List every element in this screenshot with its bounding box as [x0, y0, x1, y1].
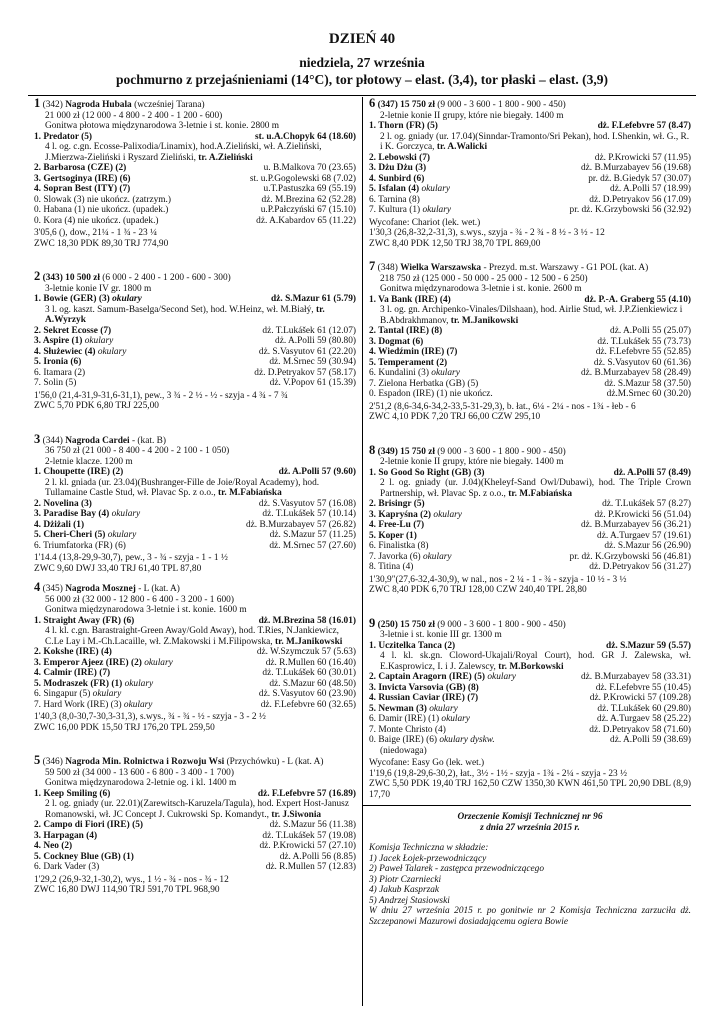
race-number: 6	[369, 96, 376, 110]
race-5: 5 (346) Nagroda Min. Rolnictwa i Rozwoju Wsi (Przychówku) - L (kat. A) 59 500 zł (34 000 - 13 600 - 6 800 - 3 400 - 1 700) Gonitwa międzynarodowa 2-letnie og. i kl. 1400 m 1. Keep Smiling (6) dż. F.Lefebvre 57 (16.89) 2 l. og. gniady (ur. 22.01)(Zarewitsch-Karuzela/Tagula), hod. Expert Host-Janusz Romanowski, wł. JC Concept J. Cukrowski Sp. Komandyt., tr. J.Siwonia 2. Campo di Fiori (IRE) (5) dż. S.Mazur 56 (11.38) 3. Harpagan (4) dż. T.Lukášek 57 (19.08) 4. Neo (2) dż. P.Krowicki 57 (27.10) 5. Cockney Blue (GB) (1) dż. A.Polli 56 (8.85) 6. Dark Vader (3) dż. R.Mullen 57 (12.83) 1'29,2 (26,9-32,1-30,2), wys., 1 ½ - ¾ - nos - ¾ - 12 ZWC 16,80 DWJ 114,90 TRJ 591,70 TPL 968,90	[34, 753, 356, 895]
placing-row: 6. Kundalini (3) okulary dż. B.Murzabayev 58 (28.49)	[369, 368, 691, 378]
placing-row: 0. Kora (4) nie ukończ. (upadek.) dż. A.Kabardov 65 (11.22)	[34, 215, 356, 226]
placing-row: 5. Temperament (2) dż. S.Vasyutov 60 (61.36)	[369, 357, 691, 368]
race-result-time: 1'56,0 (21,4-31,9-31,6-31,1), pew., 3 ¾ - 2 ½ - ½ - szyja - 4 ¾ - 7 ¾	[34, 390, 288, 401]
winner-row: 1. Uczitelka Tanca (2) dż. S.Mazur 59 (5.57)	[369, 640, 691, 651]
race-result-time: 1'30,9"(27,6-32,4-30,9), w nal., nos - 2 ¼ - 1 - ¾ - szyja - 10 ½ - 3 ½	[369, 574, 627, 585]
race-1: 1 (342) Nagroda Hubala (wcześniej Tarana) 21 000 zł (12 000 - 4 800 - 2 400 - 1 200 - 600) Gonitwa płotowa międzynarodowa 3-letnie i st. konie. 2800 m 1. Predator (5) st. u.A.Chopyk 64 (18.60) 4 l. og. c.gn. Ecosse-Palixodia/Linamix), hod.A.Zieliński, wł. A.Zieliński, J.Mierzwa-Zieliński i Ryszard Zieliński, tr. A.Zieliński 2. Barbarosa (CZE) (2) u. B.Malkova 70 (23.65) 3. Gertsoginya (IRE) (6) st. u.P.Gogolewski 68 (7.02) 4. Sopran Best (ITY) (7) u.T.Pastuszka 69 (55.19) 0. Slowak (3) nie ukończ. (zatrzym.) dż. M.Brezina 62 (52.28) 0. Habana (1) nie ukończ. (upadek.) u.P.Pałczyński 67 (15.10) 0. Kora (4) nie ukończ. (upadek.) dż. A.Kabardov 65 (11.22) 3'05,6 (), dow., 21¼ - 1 ¾ - 23 ¼ ZWC 18,30 PDK 89,30 TRJ 774,90	[34, 96, 356, 249]
placing-row: 6. Finalistka (8) dż. S.Mazur 56 (26.90)	[369, 541, 691, 551]
race-number: 1	[34, 96, 41, 110]
page-header	[0, 0, 724, 88]
race-number: 4	[34, 580, 41, 594]
placing-row: 3. Gertsoginya (IRE) (6) st. u.P.Gogolewski 68 (7.02)	[34, 173, 356, 184]
race-2: 2 (343) 10 500 zł (6 000 - 2 400 - 1 200 - 600 - 300) 3-letnie konie IV gr. 1800 m 1. Bowie (GER) (3) okulary dż. S.Mazur 61 (5.79) 3 l. og. kaszt. Samum-Baselga/Second Set), hod. W.Heinz, wł. M.Białý, tr. A.Wyrzyk 2. Sekret Ecosse (7) dż. T.Lukášek 61 (12.07) 3. Aspire (1) okulary dż. A.Polli 59 (80.80) 4. Służewiec (4) okulary dż. S.Vasyutov 61 (22.20) 5. Ironia (6) dż. M.Srnec 59 (30.94) 6. Itamara (2) dż. D.Petryakov 57 (58.17) 7. Solin (5) dż. V.Popov 61 (15.39) 1'56,0 (21,4-31,9-31,6-31,1), pew., 3 ¾ - 2 ½ - ½ - szyja - 4 ¾ - 7 ¾ ZWC 5,70 PDK 6,80 TRJ 225,00	[34, 269, 356, 411]
commission-member: 3) Piotr Czarniecki	[369, 874, 442, 885]
winner-row: 1. Bowie (GER) (3) okulary dż. S.Mazur 61 (5.79)	[34, 294, 356, 304]
placing-row: 4. Sopran Best (ITY) (7) u.T.Pastuszka 69 (55.19)	[34, 184, 356, 194]
placing-row: 4. Sunbird (6) pr. dż. B.Giedyk 57 (30.07)	[369, 173, 691, 184]
placing-row: 2. Sekret Ecosse (7) dż. T.Lukášek 61 (12.07)	[34, 325, 356, 336]
ruling-title: Orzeczenie Komisji Technicznej nr 96	[457, 812, 603, 822]
race-prize: 59 500 zł (34 000 - 13 600 - 6 800 - 3 400 - 1 700)	[45, 767, 234, 778]
race-number: 5	[34, 753, 41, 767]
placing-row: 5. Newman (3) okulary dż. T.Lukášek 60 (29.80)	[369, 703, 691, 714]
placing-note: (niedowaga)	[380, 745, 427, 756]
race-title: Nagroda Hubala	[65, 100, 132, 110]
race-conditions: Gonitwa międzynarodowa 2-letnie og. i kl. 1400 m	[45, 778, 237, 788]
placing-row: 5. Cheri-Cheri (5) okulary dż. S.Mazur 57 (11.25)	[34, 530, 356, 540]
race-conditions: Gonitwa międzynarodowa 3-letnie i st. konie. 2600 m	[380, 284, 582, 294]
placing-row: 0. Baige (IRE) (6) okulary dyskw. dż. A.Polli 59 (38.69)	[369, 735, 691, 745]
race-title: Nagroda Mosznej	[65, 584, 136, 594]
placing-row: 3. Dogmat (6) dż. T.Lukášek 55 (73.73)	[369, 336, 691, 347]
race-payouts: ZWC 9,60 DWJ 33,40 TRJ 61,40 TPL 87,80	[34, 563, 202, 574]
right-column	[369, 98, 691, 927]
placing-row: 6. Tarnina (8) dż. D.Petryakov 56 (17.09)	[369, 194, 691, 205]
commission-ruling	[369, 812, 691, 927]
placing-row: 3. Aspire (1) okulary dż. A.Polli 59 (80.80)	[34, 336, 356, 346]
placing-row: 2. Tantal (IRE) (8) dż. A.Polli 55 (25.07)	[369, 326, 691, 336]
winner-pedigree: 2 l. og. gniady (ur. J.04)(Kheleyf-Sand Owl/Dubawi), hod. The Triple Crown Partnership, wł. Plavac Sp. z o.o., tr. M.Fabiańska	[380, 478, 691, 499]
placing-row: 6. Dark Vader (3) dż. R.Mullen 57 (12.83)	[34, 862, 356, 872]
race-result-time: 2'51,2 (8,6-34,6-34,2-33,5-31-29,3), b. łat., 6¼ - 2¼ - nos - 1¾ - łeb - 6	[369, 401, 636, 412]
placing-row: 3. Harpagan (4) dż. T.Lukášek 57 (19.08)	[34, 830, 356, 841]
placing-row: 3. Emperor Ajeez (IRE) (2) okulary dż. R.Mullen 60 (16.40)	[34, 657, 356, 668]
race-7: 7 (348) Wielka Warszawska - Prezyd. m.st. Warszawy - G1 POL (kat. A) 218 750 zł (125 000 - 50 000 - 25 000 - 12 500 - 6 250) Gonitwa międzynarodowa 3-letnie i st. konie. 2600 m 1. Va Bank (IRE) (4) dż. P.-A. Graberg 55 (4.10) 3 l. og. gn. Archipenko-Vinales/Dilshaan), hod. Airlie Stud, wł. J.P.Zienkiewicz i B.Abdrakhmanov, tr. M.Janikowski 2. Tantal (IRE) (8) dż. A.Polli 55 (25.07) 3. Dogmat (6) dż. T.Lukášek 55 (73.73) 4. Wiedźmin (IRE) (7) dż. F.Lefebvre 55 (52.85) 5. Temperament (2) dż. S.Vasyutov 60 (61.36) 6. Kundalini (3) okulary dż. B.Murzabayev 58 (28.49) 7. Zielona Herbatka (GB) (5) dż. S.Mazur 58 (37.50) 0. Espadon (IRE) (1) nie ukończ. dż.M.Srnec 60 (30.20) 2'51,2 (8,6-34,6-34,2-33,5-31-29,3), b. łat., 6¼ - 2¼ - nos - 1¾ - łeb - 6 ZWC 4,10 PDK 7,20 TRJ 66,00 CZW 295,10	[369, 259, 691, 422]
ruling-text: W dniu 27 września 2015 r. po gonitwie nr 2 Komisja Techniczna zarzuciła dż. Szczepanowi Mazurowi dosiadającemu ogiera Bowie	[369, 906, 691, 927]
placing-row: 0. Slowak (3) nie ukończ. (zatrzym.) dż. M.Brezina 62 (52.28)	[34, 194, 356, 205]
placing-row: 6. Damir (IRE) (1) okulary dż. A.Turgaev 58 (25.22)	[369, 714, 691, 724]
placing-row: 6. Itamara (2) dż. D.Petryakov 57 (58.17)	[34, 367, 356, 378]
race-payouts: ZWC 8,40 PDK 6,70 TRJ 128,00 CZW 240,40 TPL 28,80	[369, 585, 587, 595]
race-conditions: 2-letnie konie II grupy, które nie biegały. 1400 m	[380, 457, 564, 467]
race-conditions: 2-letnie klacze. 1200 m	[45, 456, 133, 467]
section-divider	[363, 805, 691, 806]
placing-row: 7. Monte Christo (4) dż. D.Petryakov 58 (71.60)	[369, 724, 691, 735]
winner-row: 1. Thorn (FR) (5) dż. F.Lefebvre 57 (8.47)	[369, 121, 691, 131]
race-payouts: ZWC 8,40 PDK 12,50 TRJ 38,70 TPL 869,00	[369, 238, 541, 249]
placing-row: 2. Barbarosa (CZE) (2) u. B.Malkova 70 (23.65)	[34, 163, 356, 173]
commission-member: 5) Andrzej Stasiowski	[369, 895, 450, 906]
race-payouts: ZWC 16,00 PDK 15,50 TRJ 176,20 TPL 259,50	[34, 722, 215, 733]
race-result-time: 1'14.4 (13,8-29,9-30,7), pew., 3 - ¾ - szyja - 1 - 1 ½	[34, 553, 228, 563]
placing-row: 7. Hard Work (IRE) (3) okulary dż. F.Lefebvre 60 (32.65)	[34, 699, 356, 710]
winner-row: 1. Keep Smiling (6) dż. F.Lefebvre 57 (16.89)	[34, 788, 356, 799]
winner-pedigree: 4 l. kl. sk.gn. Cloword-Ukajali/Royal Court), hod. GR J. Zalewska, wł. E.Kasprowicz, I. i J. Zalewscy, tr. M.Borkowski	[380, 651, 691, 672]
day-title: DZIEŃ 40	[328, 31, 396, 47]
race-title: Nagroda Min. Rolnictwa i Rozwoju Wsi	[65, 757, 225, 767]
header-divider	[28, 95, 696, 96]
race-payouts: ZWC 5,50 PDK 19,40 TRJ 162,50 CZW 1350,30 KWN 461,50 TPL 20,90 DBL (8,9) 17,70	[369, 779, 691, 800]
race-prize: 218 750 zł (125 000 - 50 000 - 25 000 - 12 500 - 6 250)	[380, 273, 588, 284]
placing-row: 5. Koper (1) dż. A.Turgaev 57 (19.61)	[369, 530, 691, 541]
race-6: 6 (347) 15 750 zł (9 000 - 3 600 - 1 800 - 900 - 450) 2-letnie konie II grupy, które nie biegały. 1400 m 1. Thorn (FR) (5) dż. F.Lefebvre 57 (8.47) 2 l. og. gniady (ur. 17.04)(Sinndar-Tramonto/Sri Pekan), hod. I.Shenkin, wł. G., R. i K. Gorczyca, tr. A.Walicki 2. Lebowski (7) dż. P.Krowicki 57 (11.95) 3. Dżu Dżu (3) dż. B.Murzabayev 56 (19.68) 4. Sunbird (6) pr. dż. B.Giedyk 57 (30.07) 5. Isfalan (4) okulary dż. A.Polli 57 (18.99) 6. Tarnina (8) dż. D.Petryakov 56 (17.09) 7. Kultura (1) okulary pr. dż. K.Grzybowski 56 (32.92) Wycofane: Chariot (lek. wet.) 1'30,3 (26,8-32,2-31,3), s.wys., szyja - ¾ - 2 ¾ - 8 ½ - 3 ½ - 12 ZWC 8,40 PDK 12,50 TRJ 38,70 TPL 869,00	[369, 96, 691, 249]
placing-row: 7. Kultura (1) okulary pr. dż. K.Grzybowski 56 (32.92)	[369, 205, 691, 215]
winner-pedigree: 2 l. og. gniady (ur. 22.01)(Zarewitsch-Karuzela/Tagula), hod. Expert Host-Janusz Romanowski, wł. JC Concept J. Cukrowski Sp. Komandyt., tr. J.Siwonia	[45, 799, 349, 820]
placing-row: 5. Isfalan (4) okulary dż. A.Polli 57 (18.99)	[369, 184, 691, 194]
race-conditions: 3-letnie i st. konie III gr. 1300 m	[380, 630, 502, 640]
winner-row: 1. Choupette (IRE) (2) dż. A.Polli 57 (9.60)	[34, 467, 356, 477]
placing-row: 4. Wiedźmin (IRE) (7) dż. F.Lefebvre 55 (52.85)	[369, 347, 691, 357]
race-title: Wielka Warszawska	[400, 263, 482, 273]
race-payouts: ZWC 5,70 PDK 6,80 TRJ 225,00	[34, 401, 159, 411]
placing-row: 5. Modraszek (FR) (1) okulary dż. S.Mazur 60 (48.50)	[34, 678, 356, 689]
winner-row: 1. Predator (5) st. u.A.Chopyk 64 (18.60)	[34, 131, 356, 142]
placing-row: 4. Dżiżali (1) dż. B.Murzabayev 57 (26.82)	[34, 519, 356, 530]
race-result-time: 3'05,6 (), dow., 21¼ - 1 ¾ - 23 ¼	[34, 228, 158, 238]
race-conditions: Gonitwa płotowa międzynarodowa 3-letnie i st. konie. 2800 m	[45, 121, 280, 131]
placing-row: 0. Espadon (IRE) (1) nie ukończ. dż.M.Srnec 60 (30.20)	[369, 389, 691, 399]
race-conditions: Gonitwa międzynarodowa 3-letnie i st. konie. 1600 m	[45, 605, 247, 615]
placing-row: 3. Dżu Dżu (3) dż. B.Murzabayev 56 (19.68)	[369, 163, 691, 173]
placing-row: 5. Ironia (6) dż. M.Srnec 59 (30.94)	[34, 357, 356, 367]
column-divider	[362, 97, 363, 1006]
commission-member: 4) Jakub Kasprzak	[369, 885, 440, 895]
placing-row: 7. Javorka (6) okulary pr. dż. K.Grzybowski 56 (46.81)	[369, 551, 691, 562]
race-number: 7	[369, 259, 376, 273]
race-result-time: 1'19,6 (19,8-29,6-30,2), łat., 3½ - 1½ - szyja - 1¾ - 2¼ - szyja - 23 ½	[369, 768, 628, 779]
winner-pedigree: 4 l. og. c.gn. Ecosse-Palixodia/Linamix), hod.A.Zieliński, wł. A.Zieliński, J.Mierzwa-Zieliński i Ryszard Zieliński, tr. A.Zieliński	[45, 142, 322, 163]
placing-row: 4. Russian Caviar (IRE) (7) dż. P.Krowicki 57 (109.28)	[369, 693, 691, 703]
winner-pedigree: 4 l. kl. c.gn. Barastraight-Green Away/Gold Away), hod. T.Ries, N.Jankiewicz, C.Le Lay i M.-Ch.Lacaille, wł. Z.Makowski i M.Filipowska, tr. M.Janikowski	[45, 626, 343, 647]
placing-row: 4. Neo (2) dż. P.Krowicki 57 (27.10)	[34, 841, 356, 851]
race-payouts: ZWC 16,80 DWJ 114,90 TRJ 591,70 TPL 968,90	[34, 885, 220, 895]
commission-member: 1) Jacek Łojek-przewodniczący	[369, 853, 487, 864]
winner-row: 1. So Good So Right (GB) (3) dż. A.Polli 57 (8.49)	[369, 467, 691, 478]
placing-row: 4. Służewiec (4) okulary dż. S.Vasyutov 61 (22.20)	[34, 346, 356, 357]
race-result-time: 1'40,3 (8,0-30,7-30,3-31,3), s.wys., ¾ - ¾ - ½ - szyja - 3 - 2 ½	[34, 712, 266, 722]
placing-row: 4. Calmir (IRE) (7) dż. T.Lukášek 60 (30.01)	[34, 668, 356, 678]
date-line: niedziela, 27 września	[299, 55, 425, 70]
withdrawn-note: Wycofane: Easy Go (lek. wet.)	[369, 758, 485, 768]
race-title: Nagroda Cardei	[65, 435, 130, 446]
race-payouts: ZWC 4,10 PDK 7,20 TRJ 66,00 CZW 295,10	[369, 412, 541, 422]
placing-row: 8. Titina (4) dż. D.Petryakov 56 (31.27)	[369, 562, 691, 572]
placing-row: 3. Kapryśna (2) okulary dż. P.Krowicki 56 (51.04)	[369, 509, 691, 520]
placing-row: 7. Zielona Herbatka (GB) (5) dż. S.Mazur 58 (37.50)	[369, 378, 691, 389]
winner-pedigree: 3 l. og. kaszt. Samum-Baselga/Second Set), hod. W.Heinz, wł. M.Białý, tr. A.Wyrzyk	[45, 304, 325, 325]
race-number: 8	[369, 442, 376, 457]
race-prize: 56 000 zł (32 000 - 12 800 - 6 400 - 3 200 - 1 600)	[45, 594, 234, 605]
race-number: 2	[34, 269, 41, 283]
commission-member: 2) Paweł Talarek - zastępca przewodniczącego	[369, 864, 544, 874]
race-conditions: 3-letnie konie IV gr. 1800 m	[45, 283, 152, 294]
placing-row: 2. Novelina (3) dż. S.Vasyutov 57 (16.08)	[34, 498, 356, 509]
race-number: 3	[34, 431, 41, 446]
placing-row: 2. Campo di Fiori (IRE) (5) dż. S.Mazur 56 (11.38)	[34, 820, 356, 830]
placing-row: 2. Lebowski (7) dż. P.Krowicki 57 (11.95)	[369, 152, 691, 163]
winner-row: 1. Straight Away (FR) (6) dż. M.Brezina 58 (16.01)	[34, 615, 356, 626]
race-result-time: 1'29,2 (26,9-32,1-30,2), wys., 1 ½ - ¾ - nos - ¾ - 12	[34, 874, 229, 885]
placing-row: 6. Singapur (5) okulary dż. S.Vasyutov 60 (23.90)	[34, 689, 356, 699]
placing-row: 4. Free-Lu (7) dż. B.Murzabayev 56 (36.21)	[369, 520, 691, 530]
placing-row: 2. Brisingr (5) dż. T.Lukášek 57 (8.27)	[369, 499, 691, 509]
placing-row: 6. Triumfatorka (FR) (6) dż. M.Srnec 57 (27.60)	[34, 540, 356, 551]
race-prize: 21 000 zł (12 000 - 4 800 - 2 400 - 1 200 - 600)	[45, 110, 223, 121]
placing-row: 2. Kokshe (IRE) (4) dż. W.Szymczuk 57 (5.63)	[34, 647, 356, 657]
placing-row: 3. Invicta Varsovia (GB) (8) dż. F.Lefebvre 55 (10.45)	[369, 682, 691, 693]
placing-row: 5. Cockney Blue (GB) (1) dż. A.Polli 56 (8.85)	[34, 851, 356, 862]
placing-row: 3. Paradise Bay (4) okulary dż. T.Lukášek 57 (10.14)	[34, 509, 356, 519]
winner-pedigree: 2 l. kl. gniada (ur. 23.04)(Bushranger-Fille de Joie/Royal Academy), hod. Tullamaine Castle Stud, wł. Plavac Sp. z o.o., tr. M.Fabiańska	[45, 477, 320, 498]
race-3: 3 (344) Nagroda Cardei - (kat. B) 36 750 zł (21 000 - 8 400 - 4 200 - 2 100 - 1 050) 2-letnie klacze. 1200 m 1. Choupette (IRE) (2) dż. A.Polli 57 (9.60) 2 l. kl. gniada (ur. 23.04)(Bushranger-Fille de Joie/Royal Academy), hod. Tullamaine Castle Stud, wł. Plavac Sp. z o.o., tr. M.Fabiańska 2. Novelina (3) dż. S.Vasyutov 57 (16.08) 3. Paradise Bay (4) okulary dż. T.Lukášek 57 (10.14) 4. Dżiżali (1) dż. B.Murzabayev 57 (26.82) 5. Cheri-Cheri (5) okulary dż. S.Mazur 57 (11.25) 6. Triumfatorka (FR) (6) dż. M.Srnec 57 (27.60) 1'14.4 (13,8-29,9-30,7), pew., 3 - ¾ - szyja - 1 - 1 ½ ZWC 9,60 DWJ 33,40 TRJ 61,40 TPL 87,80	[34, 431, 356, 574]
race-payouts: ZWC 18,30 PDK 89,30 TRJ 774,90	[34, 238, 169, 249]
left-column	[34, 98, 356, 896]
race-prize: 36 750 zł (21 000 - 8 400 - 4 200 - 2 100 - 1 050)	[45, 446, 230, 456]
commission-composition: Komisja Techniczna w składzie:	[369, 843, 489, 853]
placing-row: 2. Captain Aragorn (IRE) (5) okulary dż. B.Murzabayev 58 (33.31)	[369, 672, 691, 682]
race-number: 9	[369, 615, 376, 630]
placing-row: 7. Solin (5) dż. V.Popov 61 (15.39)	[34, 378, 356, 388]
winner-pedigree: 2 l. og. gniady (ur. 17.04)(Sinndar-Tramonto/Sri Pekan), hod. I.Shenkin, wł. G., R. i K. Gorczyca, tr. A.Walicki	[380, 131, 690, 152]
placing-row: 0. Habana (1) nie ukończ. (upadek.) u.P.Pałczyński 67 (15.10)	[34, 205, 356, 215]
weather-line: pochmurno z przejaśnieniami (14°C), tor płotowy – elast. (3,4), tor płaski – elast. (3,9)	[116, 72, 608, 87]
race-8: 8 (349) 15 750 zł (9 000 - 3 600 - 1 800 - 900 - 450) 2-letnie konie II grupy, które nie biegały. 1400 m 1. So Good So Right (GB) (3) dż. A.Polli 57 (8.49) 2 l. og. gniady (ur. J.04)(Kheleyf-Sand Owl/Dubawi), hod. The Triple Crown Partnership, wł. Plavac Sp. z o.o., tr. M.Fabiańska 2. Brisingr (5) dż. T.Lukášek 57 (8.27) 3. Kapryśna (2) okulary dż. P.Krowicki 56 (51.04) 4. Free-Lu (7) dż. B.Murzabayev 56 (36.21) 5. Koper (1) dż. A.Turgaev 57 (19.61) 6. Finalistka (8) dż. S.Mazur 56 (26.90) 7. Javorka (6) okulary pr. dż. K.Grzybowski 56 (46.81) 8. Titina (4) dż. D.Petryakov 56 (31.27) 1'30,9"(27,6-32,4-30,9), w nal., nos - 2 ¼ - 1 - ¾ - szyja - 10 ½ - 3 ½ ZWC 8,40 PDK 6,70 TRJ 128,00 CZW 240,40 TPL 28,80	[369, 442, 691, 595]
ruling-date: z dnia 27 września 2015 r.	[480, 822, 580, 833]
race-4: 4 (345) Nagroda Mosznej - L (kat. A) 56 000 zł (32 000 - 12 800 - 6 400 - 3 200 - 1 600) Gonitwa międzynarodowa 3-letnie i st. konie. 1600 m 1. Straight Away (FR) (6) dż. M.Brezina 58 (16.01) 4 l. kl. c.gn. Barastraight-Green Away/Gold Away), hod. T.Ries, N.Jankiewicz, C.Le Lay i M.-Ch.Lacaille, wł. Z.Makowski i M.Filipowska, tr. M.Janikowski 2. Kokshe (IRE) (4) dż. W.Szymczuk 57 (5.63) 3. Emperor Ajeez (IRE) (2) okulary dż. R.Mullen 60 (16.40) 4. Calmir (IRE) (7) dż. T.Lukášek 60 (30.01) 5. Modraszek (FR) (1) okulary dż. S.Mazur 60 (48.50) 6. Singapur (5) okulary dż. S.Vasyutov 60 (23.90) 7. Hard Work (IRE) (3) okulary dż. F.Lefebvre 60 (32.65) 1'40,3 (8,0-30,7-30,3-31,3), s.wys., ¾ - ¾ - ½ - szyja - 3 - 2 ½ ZWC 16,00 PDK 15,50 TRJ 176,20 TPL 259,50	[34, 580, 356, 733]
race-9: 9 (250) 15 750 zł (9 000 - 3 600 - 1 800 - 900 - 450) 3-letnie i st. konie III gr. 1300 m 1. Uczitelka Tanca (2) dż. S.Mazur 59 (5.57) 4 l. kl. sk.gn. Cloword-Ukajali/Royal Court), hod. GR J. Zalewska, wł. E.Kasprowicz, I. i J. Zalewscy, tr. M.Borkowski 2. Captain Aragorn (IRE) (5) okulary dż. B.Murzabayev 58 (33.31) 3. Invicta Varsovia (GB) (8) dż. F.Lefebvre 55 (10.45) 4. Russian Caviar (IRE) (7) dż. P.Krowicki 57 (109.28) 5. Newman (3) okulary dż. T.Lukášek 60 (29.80) 6. Damir (IRE) (1) okulary dż. A.Turgaev 58 (25.22) 7. Monte Christo (4) dż. D.Petryakov 58 (71.60) 0. Baige (IRE) (6) okulary dyskw. dż. A.Polli 59 (38.69) (niedowaga) Wycofane: Easy Go (lek. wet.) 1'19,6 (19,8-29,6-30,2), łat., 3½ - 1½ - szyja - 1¾ - 2¼ - szyja - 23 ½ ZWC 5,50 PDK 19,40 TRJ 162,50 CZW 1350,30 KWN 461,50 TPL 20,90 DBL (8,9) 17,70	[369, 615, 691, 800]
winner-pedigree: 3 l. og. gn. Archipenko-Vinales/Dilshaan), hod. Airlie Stud, wł. J.P.Zienkiewicz i B.Abdrakhmanov, tr. M.Janikowski	[380, 305, 683, 326]
winner-row: 1. Va Bank (IRE) (4) dż. P.-A. Graberg 55 (4.10)	[369, 294, 691, 305]
withdrawn-note: Wycofane: Chariot (lek. wet.)	[369, 217, 481, 228]
race-result-time: 1'30,3 (26,8-32,2-31,3), s.wys., szyja - ¾ - 2 ¾ - 8 ½ - 3 ½ - 12	[369, 228, 605, 238]
race-conditions: 2-letnie konie II grupy, które nie biegały. 1400 m	[380, 110, 564, 121]
